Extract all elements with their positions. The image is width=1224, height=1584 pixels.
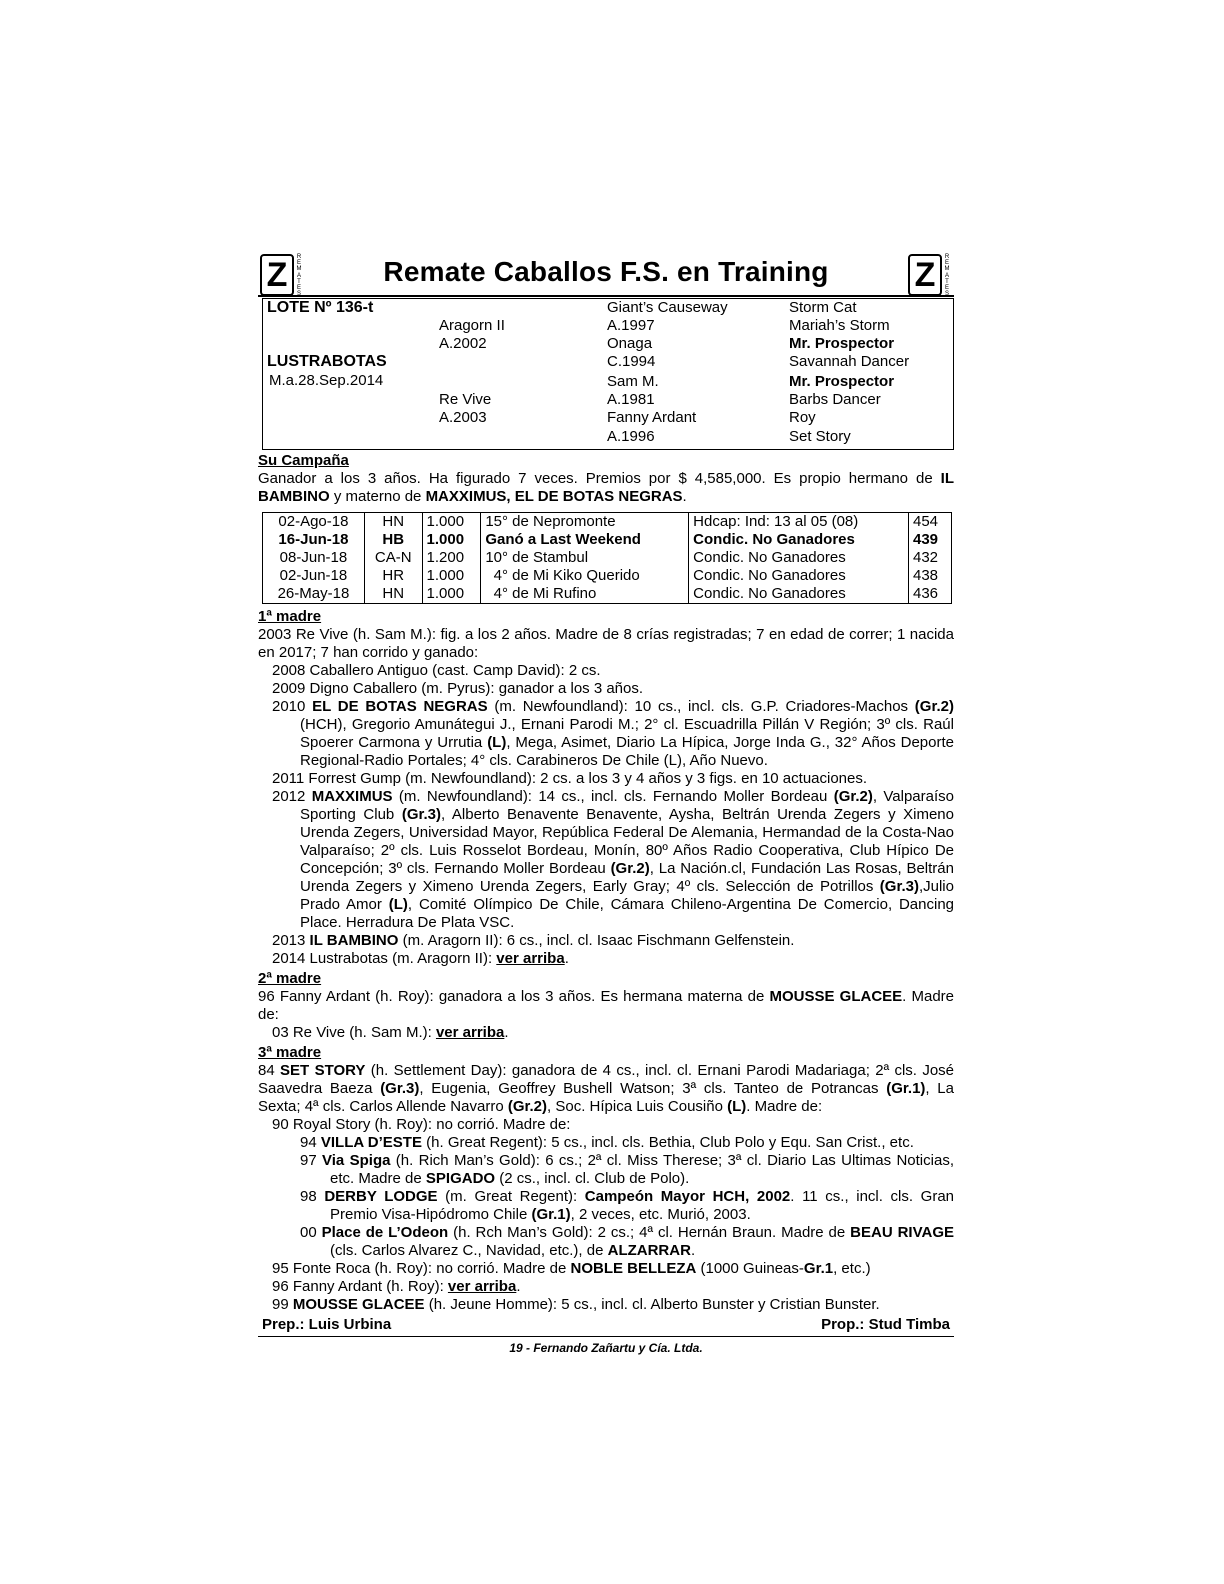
sire-dam-year: C.1994 <box>607 353 656 370</box>
race-row <box>263 549 952 567</box>
race-weight: 436 <box>908 585 951 604</box>
prep-label: Prep.: Luis Urbina <box>262 1316 392 1333</box>
grandparent-5: Mr. Prospector <box>789 373 895 390</box>
race-result: 10° de Stambul <box>481 549 689 567</box>
race-row <box>263 531 952 549</box>
race-distance: 1.200 <box>422 549 481 567</box>
grandparent-8: Set Story <box>789 428 851 445</box>
sire: Aragorn II <box>439 317 505 334</box>
dam2-intro: 96 Fanny Ardant (h. Roy): ganadora a los 3 años. Es hermana materna de MOUSSE GLACEE. Madre de: <box>258 988 955 1023</box>
race-result: Ganó a Last Weekend <box>481 531 689 549</box>
produce-03: 03 Re Vive (h. Sam M.): ver arriba. <box>272 1024 509 1041</box>
ver-arriba-link: ver arriba <box>447 1278 517 1295</box>
race-row <box>263 513 952 532</box>
dam-dam-year: A.1996 <box>607 428 655 445</box>
race-distance: 1.000 <box>422 567 481 585</box>
produce-2012: 2012 MAXXIMUS (m. Newfoundland): 14 cs., incl. cls. Fernando Moller Bordeau (Gr.2), Valparaíso Sporting Club (Gr.3), Alberto Benavente Benavente, Aysha, Beltrán Urenda Zegers y Ximeno Urenda Zegers, Universidad Mayor, República Federal De Alemania, Hermandad de la Costa-Nao Valparaíso; 2º cls. Luis Rosselot Bordeau, Monín, 80º Años Radio Cooperativa, Club Hípico De Concepción; 3º cls. Fernando Moller Bordeau (Gr.2), La Nación.cl, Fundación Las Rosas, Beltrán Urenda Zegers y Ximeno Urenda Zegers, Early Gray; 4º cls. Selección de Potrillos (Gr.3),Julio Prado Amor (L), Comité Olímpico De Chile, Cámara Chileno-Argentina De Comercio, Dancing Place. Herradura De Plata VSC. <box>272 788 955 931</box>
race-track: HN <box>364 585 422 604</box>
race-condition: Condic. No Ganadores <box>689 585 909 604</box>
race-date: 16-Jun-18 <box>263 531 365 549</box>
logo-mark: Z <box>260 254 294 296</box>
race-track: HB <box>364 531 422 549</box>
race-distance: 1.000 <box>422 513 481 532</box>
produce-97: 97 Via Spiga (h. Rich Man’s Gold): 6 cs.; 2ª cl. Miss Therese; 3ª cl. Diario Las Ultimas Noticias, etc. Madre de SPIGADO (2 cs., incl. cl. Club de Polo). <box>300 1152 954 1187</box>
horse-info: M.a.28.Sep.2014 <box>269 372 384 389</box>
race-date: 08-Jun-18 <box>263 549 365 567</box>
produce-2010: 2010 EL DE BOTAS NEGRAS (m. Newfoundland): 10 cs., incl. cls. G.P. Criadores-Machos (Gr.2) (HCH), Gregorio Amunátegui J., Ernani Parodi M.; 2° cl. Escuadrilla Pillán V Región; 3º cls. Raúl Spoerer Carmona y Urrutia (L), Mega, Asimet, Diario La Hípica, Jorge Inda G., 32° Años Deporte Regional-Radio Portales; 4° cls. Carabineros De Chile (L), Año Nuevo. <box>272 698 955 769</box>
race-date: 26-May-18 <box>263 585 365 604</box>
pedigree-box <box>262 298 954 450</box>
produce-90: 90 Royal Story (h. Roy): no corrió. Madre de: <box>272 1116 571 1133</box>
race-weight: 454 <box>908 513 951 532</box>
page-title: Remate Caballos F.S. en Training <box>383 256 829 287</box>
race-distance: 1.000 <box>422 531 481 549</box>
produce-2014: 2014 Lustrabotas (m. Aragorn II): ver arriba. <box>272 950 569 967</box>
grandparent-1: Storm Cat <box>789 299 857 316</box>
dam1-intro: 2003 Re Vive (h. Sam M.): fig. a los 2 años. Madre de 8 crías registradas; 7 en edad de correr; 1 nacida en 2017; 7 han corrido y ganado: <box>258 626 954 661</box>
race-date: 02-Jun-18 <box>263 567 365 585</box>
campaign-text: Ganador a los 3 años. Ha figurado 7 veces. Premios por $ 4,585,000. Es propio hermano de IL BAMBINO y materno de MAXXIMUS, EL DE BOTAS NEGRAS. <box>258 470 954 505</box>
grandparent-6: Barbs Dancer <box>789 391 881 408</box>
produce-2011: 2011 Forrest Gump (m. Newfoundland): 2 cs. a los 3 y 4 años y 3 figs. en 10 actuaciones. <box>272 770 868 787</box>
race-result: 4° de Mi Rufino <box>481 585 689 604</box>
produce-2013: 2013 IL BAMBINO (m. Aragorn II): 6 cs., incl. cl. Isaac Fischmann Gelfenstein. <box>272 932 795 949</box>
sire-year: A.2002 <box>439 335 487 352</box>
produce-96: 96 Fanny Ardant (h. Roy): ver arriba. <box>272 1278 521 1295</box>
race-row <box>263 567 952 585</box>
grandparent-4: Savannah Dancer <box>789 353 910 370</box>
dam1-title: 1ª madre <box>258 608 322 625</box>
logo-letters: R E M A T E S <box>944 254 950 298</box>
dam2-title: 2ª madre <box>258 970 322 987</box>
page-footer: 19 - Fernando Zañartu y Cía. Ltda. <box>509 1341 703 1355</box>
dam-year: A.2003 <box>439 409 487 426</box>
page-header <box>258 252 954 298</box>
race-condition: Hdcap: Ind: 13 al 05 (08) <box>689 513 909 532</box>
race-weight: 438 <box>908 567 951 585</box>
produce-95: 95 Fonte Roca (h. Roy): no corrió. Madre de NOBLE BELLEZA (1000 Guineas-Gr.1, etc.) <box>272 1260 871 1277</box>
prop-label: Prop.: Stud Timba <box>821 1316 950 1333</box>
produce-2009: 2009 Digno Caballero (m. Pyrus): ganador a los 3 años. <box>272 680 644 697</box>
grandparent-7: Roy <box>789 409 816 426</box>
race-weight: 432 <box>908 549 951 567</box>
dam3-intro: 84 SET STORY (h. Settlement Day): ganadora de 4 cs., incl. cl. Ernani Parodi Madariaga; 2ª cls. José Saavedra Baeza (Gr.3), Eugenia, Geoffrey Bushell Watson; 3ª cls. Tanteo de Potrancas (Gr.1), La Sexta; 4ª cls. Carlos Allende Navarro (Gr.2), Soc. Hípica Luis Cousiño (L). Madre de: <box>258 1062 955 1115</box>
logo-mark: Z <box>908 254 942 296</box>
race-result: 15° de Nepromonte <box>481 513 689 532</box>
dam-sire: Sam M. <box>607 373 659 390</box>
remates-logo-left <box>258 254 306 298</box>
dam: Re Vive <box>439 391 492 408</box>
logo-letters: R E M A T E S <box>296 254 302 298</box>
race-track: CA-N <box>364 549 422 567</box>
campaign-title: Su Campaña <box>258 452 349 469</box>
produce-94: 94 VILLA D’ESTE (h. Great Regent): 5 cs., incl. cls. Bethia, Club Polo y Equ. San Crist., etc. <box>300 1134 914 1151</box>
race-date: 02-Ago-18 <box>263 513 365 532</box>
race-table <box>262 512 952 604</box>
produce-2008: 2008 Caballero Antiguo (cast. Camp David): 2 cs. <box>272 662 601 679</box>
produce-99: 99 MOUSSE GLACEE (h. Jeune Homme): 5 cs., incl. cl. Alberto Bunster y Cristian Bunster. <box>272 1296 880 1313</box>
race-track: HR <box>364 567 422 585</box>
race-row <box>263 585 952 604</box>
sire-sire: Giant’s Causeway <box>607 299 728 316</box>
ver-arriba-link: ver arriba <box>496 950 565 967</box>
race-condition: Condic. No Ganadores <box>689 531 909 549</box>
footer-rule <box>258 1336 954 1337</box>
catalog-page <box>258 252 954 1355</box>
race-distance: 1.000 <box>422 585 481 604</box>
race-condition: Condic. No Ganadores <box>689 549 909 567</box>
race-weight: 439 <box>908 531 951 549</box>
race-condition: Condic. No Ganadores <box>689 567 909 585</box>
lot-label: LOTE Nº 136-t <box>267 299 374 316</box>
remates-logo-right <box>906 254 954 298</box>
dam-dam: Fanny Ardant <box>607 409 697 426</box>
sire-sire-year: A.1997 <box>607 317 655 334</box>
ver-arriba-link: ver arriba <box>435 1024 505 1041</box>
race-result: 4° de Mi Kiko Querido <box>481 567 689 585</box>
footer-row <box>258 1316 954 1334</box>
horse-name: LUSTRABOTAS <box>267 353 387 370</box>
grandparent-3: Mr. Prospector <box>789 335 895 352</box>
grandparent-2: Mariah’s Storm <box>789 317 890 334</box>
produce-00: 00 Place de L’Odeon (h. Rch Man’s Gold): 2 cs.; 4ª cl. Hernán Braun. Madre de BEAU RIVAGE (cls. Carlos Alvarez C., Navidad, etc.), de ALZARRAR. <box>300 1224 954 1259</box>
dam-sire-year: A.1981 <box>607 391 655 408</box>
dam3-title: 3ª madre <box>258 1044 322 1061</box>
produce-98: 98 DERBY LODGE (m. Great Regent): Campeón Mayor HCH, 2002. 11 cs., incl. cls. Gran Premio Visa-Hipódromo Chile (Gr.1), 2 veces, etc. Murió, 2003. <box>300 1188 955 1223</box>
header-rule <box>258 295 954 297</box>
race-track: HN <box>364 513 422 532</box>
sire-dam: Onaga <box>607 335 653 352</box>
